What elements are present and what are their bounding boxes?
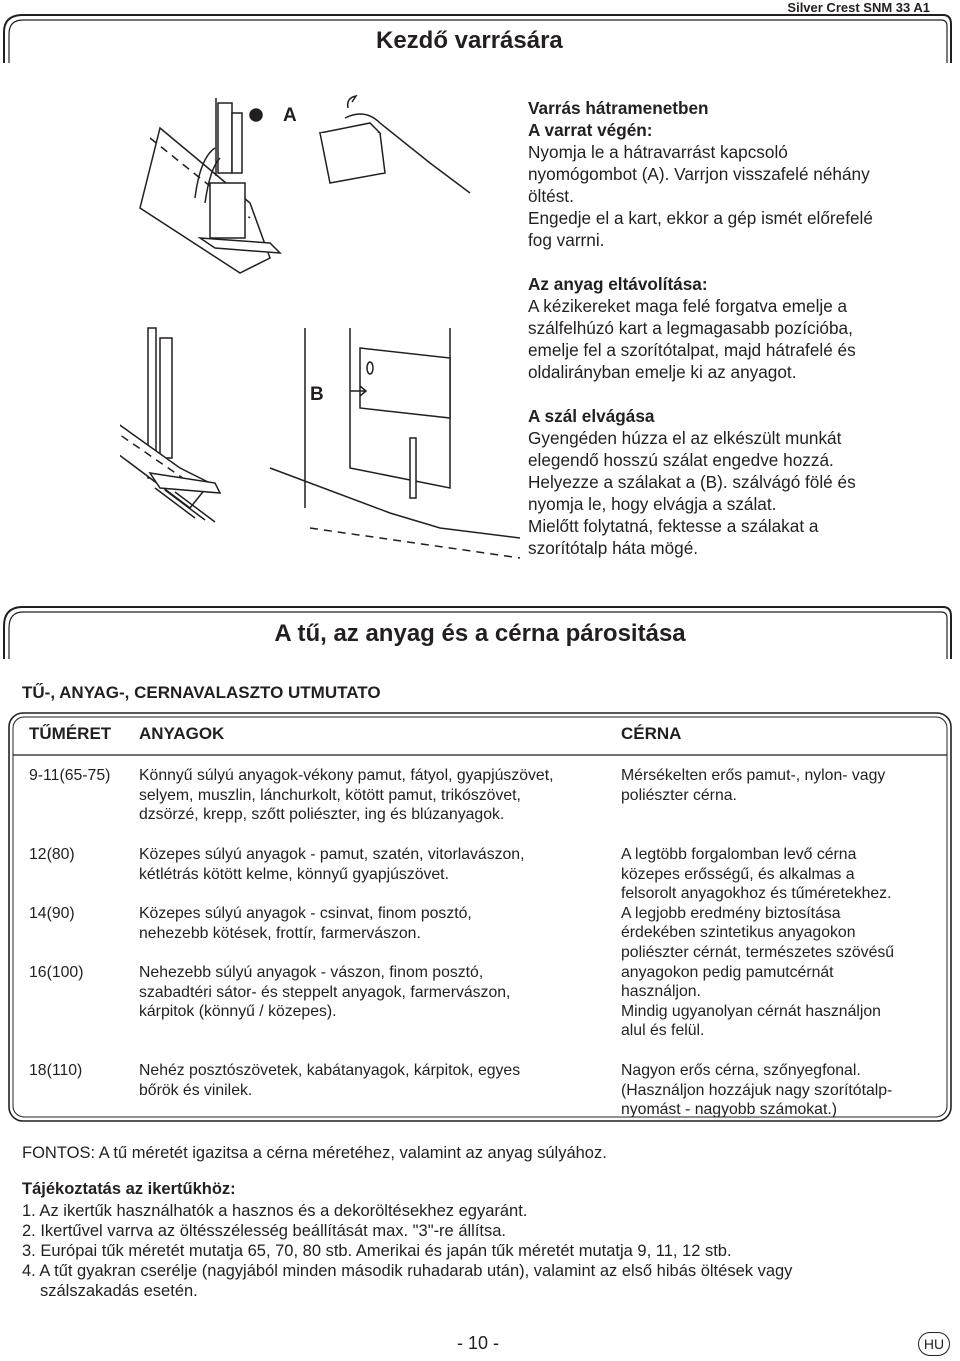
text-line: nyomást - nagyobb számokat.) (621, 1101, 837, 1119)
text-line: bőrök és vinilek. (139, 1081, 253, 1099)
text-line: elegendő hosszú szálat engedve hozzá. (528, 450, 834, 470)
text-line: poliészter cérnát, természetes szövésű (621, 943, 895, 961)
text-line: alul és felül. (621, 1022, 705, 1040)
table-cell-thread (621, 845, 941, 1041)
text-line: szabadtéri sátor- és steppelt anyagok, farmervászon, (139, 983, 511, 1001)
text-line: nyomja le, hogy elvágja a szálat. (528, 494, 777, 514)
text-line: anyagokon pedig pamutcérnát (621, 963, 834, 981)
table-cell-size: 9-11(65-75) (29, 767, 111, 784)
text-line: Mérsékelten erős pamut-, nylon- vagy (621, 767, 886, 784)
text-line: Mindig ugyanolyan cérnát használjon (621, 1002, 881, 1020)
info-item: 4. A tűt gyakran cserélje (nagyjából minden második ruhadarab után), valamint az első hibás öltések vagy (22, 1262, 793, 1280)
text-line: Nehezebb súlyú anyagok - vászon, finom posztó, (139, 964, 484, 981)
text-line: oldalirányban emelje ki az anyagot. (528, 362, 797, 382)
important-note: FONTOS: A tű méretét igazitsa a cérna méretéhez, valamint az anyag súlyához. (22, 1144, 607, 1162)
cutting-heading: A szál elvágása (528, 406, 655, 426)
text-line: Közepes súlyú anyagok - csinvat, finom posztó, (139, 905, 472, 922)
text-line: közepes erősségű, és alkalmas a (621, 865, 855, 883)
removal-heading: Az anyag eltávolítása: (528, 274, 708, 294)
text-line: A legjobb eredmény biztosítása (621, 904, 841, 922)
model-name: Silver Crest SNM 33 A1 (787, 0, 930, 15)
table-cell-material (139, 845, 619, 884)
table-cell-material (139, 904, 619, 943)
text-line: (Használjon hozzájuk nagy szorítótalp- (621, 1081, 893, 1099)
text-line: Gyengéden húzza el az elkészült munkát (528, 428, 842, 448)
info-item: 1. Az ikertűk használhatók a hasznos és a dekoröltésekhez egyaránt. (22, 1202, 528, 1220)
text-line: Nehéz posztószövetek, kabátanyagok, kárpitok, egyes (139, 1062, 521, 1079)
text-line: Mielőtt folytatná, fektesse a szálakat a (528, 516, 819, 536)
text-line: használjon. (621, 983, 701, 1001)
table-header-materials: ANYAGOK (139, 724, 225, 743)
table-cell-material (139, 766, 619, 825)
text-line: fog varrni. (528, 230, 605, 250)
table-cell-thread (621, 1061, 941, 1120)
reverse-sewing-heading: Varrás hátramenetben (528, 98, 709, 118)
removal-section (528, 273, 948, 383)
page-title: Kezdő varrására (376, 27, 563, 54)
text-line: felsorolt anyagokhoz és tűméretekhez. (621, 885, 892, 903)
cutting-section (528, 405, 948, 559)
text-line: kétlétrás kötött kelme, könnyű gyapjúszövet. (139, 865, 449, 883)
text-line: selyem, muszlin, lánchurkolt, kötött pamut, trikószövet, (139, 786, 521, 804)
text-line: Nyomja le a hátravarrást kapcsoló (528, 142, 788, 162)
text-line: emelje fel a szorítótalpat, majd hátrafelé és (528, 340, 856, 360)
seam-end-heading: A varrat végén: (528, 120, 653, 140)
text-line: kárpitok (könnyű / közepes). (139, 1003, 337, 1021)
table-cell-size: 18(110) (29, 1062, 83, 1079)
table-cell-size: 14(90) (29, 905, 75, 922)
text-line: öltést. (528, 186, 574, 206)
table-cell-thread (621, 766, 941, 805)
info-list (22, 1201, 942, 1301)
text-line: Engedje el a kart, ekkor a gép ismét előrefelé (528, 208, 873, 228)
text-line: érdekében szintetikus anyagokon (621, 924, 856, 942)
language-badge: HU (918, 1332, 950, 1356)
label-b: B (310, 384, 324, 405)
table-cell-size: 12(80) (29, 846, 75, 863)
info-item: 2. Ikertűvel varrva az öltésszélesség beállítását max. "3"-re állítsa. (22, 1222, 507, 1240)
page-number: - 10 - (457, 1333, 500, 1353)
text-line: nyomógombot (A). Varrjon visszafelé néhány (528, 164, 870, 184)
text-line: Könnyű súlyú anyagok-vékony pamut, fátyol, gyapjúszövet, (139, 767, 554, 784)
text-line: A legtöbb forgalomban levő cérna (621, 846, 857, 863)
table-cell-size: 16(100) (29, 964, 84, 981)
info-item: szálszakadás esetén. (40, 1282, 198, 1300)
table-header-thread: CÉRNA (621, 724, 682, 743)
text-line: szálfelhúzó kart a legmagasabb pozícióba, (528, 318, 853, 338)
info-item: 3. Európai tűk méretét mutatja 65, 70, 80 stb. Amerikai és japán tűk méretét mutatja 9, 11, 12 stb. (22, 1242, 732, 1260)
text-line: Közepes súlyú anyagok - pamut, szatén, vitorlavászon, (139, 846, 525, 863)
label-a: A (283, 105, 297, 126)
table-header-size: TŰMÉRET (29, 724, 112, 743)
table-cell-material (139, 1061, 619, 1100)
text-line: A kézikereket maga felé forgatva emelje a (528, 296, 848, 316)
reverse-sewing-section (528, 97, 948, 251)
text-line: dzsörzé, krepp, szőtt poliészter, ing és blúzanyagok. (139, 806, 505, 824)
text-line: poliészter cérna. (621, 786, 737, 804)
section-title: A tű, az anyag és a cérna párositása (274, 620, 686, 647)
text-line: Helyezze a szálakat a (B). szálvágó fölé és (528, 472, 856, 492)
section-subtitle: TŰ-, ANYAG-, CERNAVALASZTO UTMUTATO (22, 683, 381, 702)
sewing-machine-illustration (120, 88, 520, 568)
text-line: Nagyon erős cérna, szőnyegfonal. (621, 1062, 861, 1079)
text-line: nehezebb kötések, frottír, farmervászon. (139, 924, 421, 942)
text-line: szorítótalp háta mögé. (528, 538, 699, 558)
table-cell-material (139, 963, 619, 1022)
info-heading: Tájékoztatás az ikertűkhöz: (22, 1180, 236, 1198)
